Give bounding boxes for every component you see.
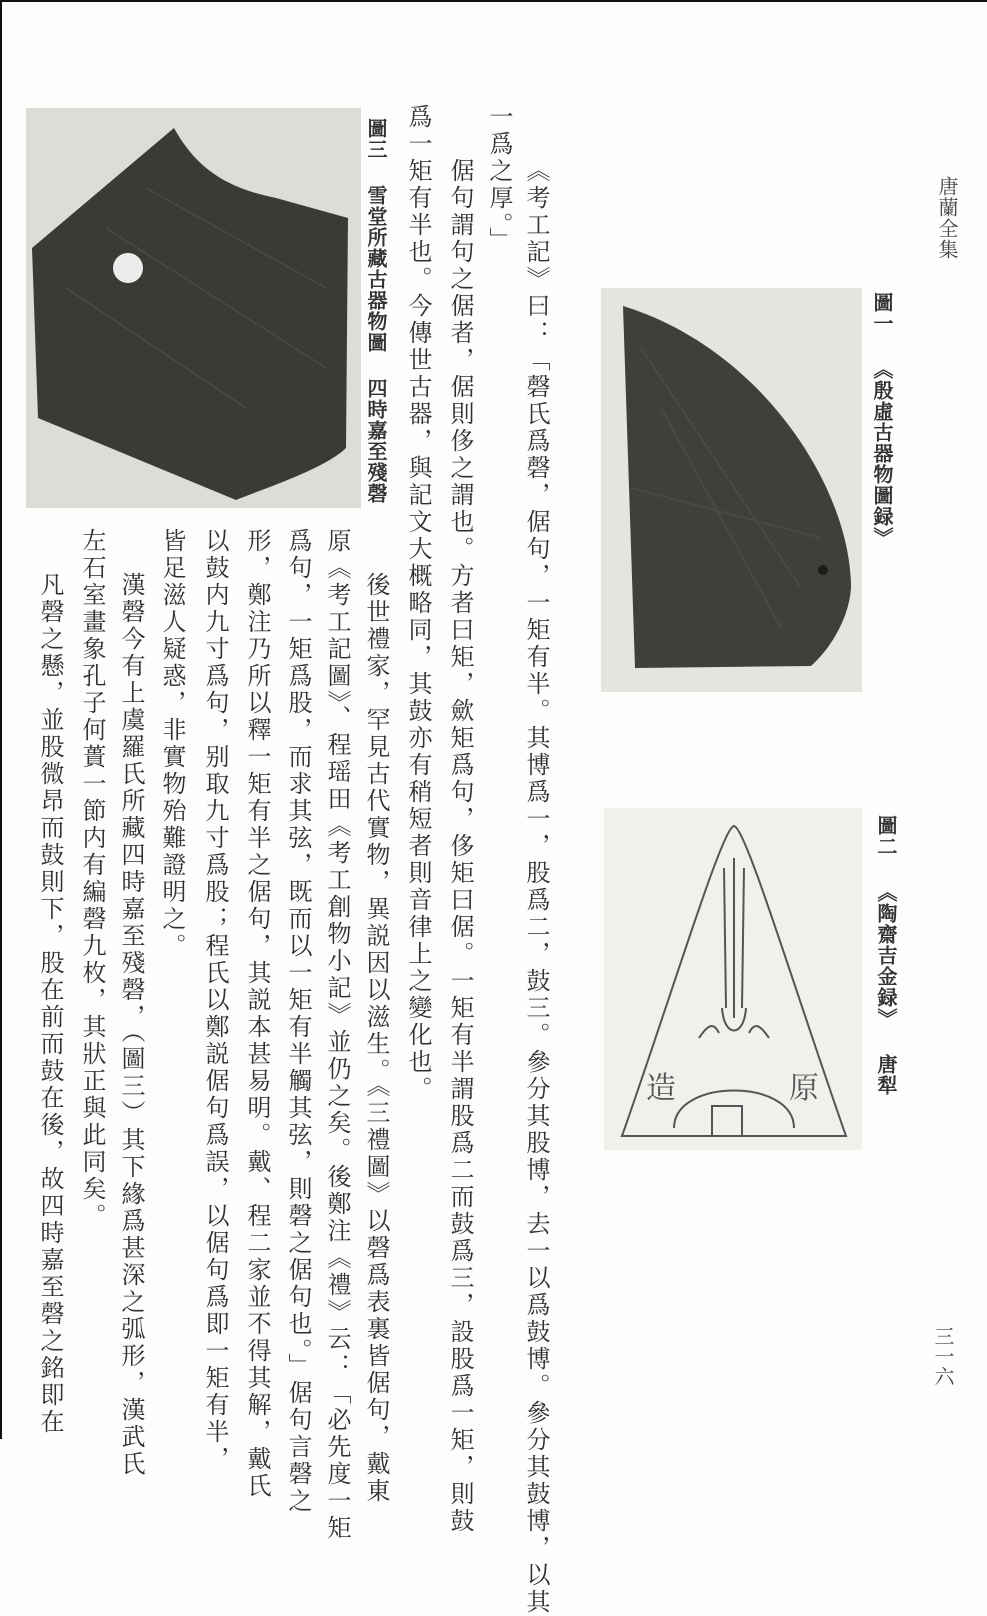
lower-text-col-3: 爲句，一矩爲股，而求其弦，既而以一矩有半觸其弦，則磬之倨句也。」倨句言磬之 — [284, 528, 312, 1515]
chime-stone-fan-image — [601, 288, 862, 692]
running-header: 唐蘭全集 — [935, 176, 959, 260]
lower-text-col-1: 後世禮家，罕見古代實物，異説因以滋生。《三禮圖》以磬爲表裏皆倨句，戴東 — [362, 572, 390, 1505]
inscription-right: 原 — [789, 1071, 819, 1106]
figure-3-caption: 圖三 雪堂所藏古器物圖 四時嘉至殘磬 — [364, 118, 388, 504]
figure-3-photo — [26, 108, 361, 508]
upper-text-col-1: 《考工記》曰：「磬氏爲磬，倨句，一矩有半。其博爲一，股爲二，鼓三。參分其股博，去一以爲鼓博。參分其鼓博，以其 — [522, 158, 550, 1616]
broken-chime-stone-image — [26, 108, 361, 508]
lower-text-col-2: 原《考工記圖》、程瑶田《考工創物小記》並仍之矣。後鄭注《禮》云：「必先度一矩 — [323, 528, 351, 1542]
figure-2-drawing — [604, 808, 862, 1150]
lower-text-col-8: 左石室畫象孔子何蕢一節内有編磬九枚，其狀正與此同矣。 — [78, 528, 106, 1230]
lower-text-col-4: 形，鄭注乃所以釋一矩有半之倨句，其説本甚易明。戴、程二家並不得其解，戴氏 — [243, 528, 271, 1500]
page-border-top — [0, 0, 987, 2]
upper-text-col-2: 一爲之厚。」 — [485, 104, 513, 254]
figure-1-photo — [601, 288, 862, 692]
figure-1-caption: 圖一 《殷虛古器物圖録》 — [870, 292, 894, 548]
page-border-left — [0, 0, 2, 1439]
page-number: 三一六 — [931, 1326, 955, 1386]
lower-text-col-5: 以鼓内九寸爲句，别取九寸爲股；程氏以鄭説倨句爲誤，以倨句爲即一矩有半， — [201, 528, 229, 1473]
inscription-left: 造 — [646, 1071, 676, 1106]
figure-2-caption: 圖二 《陶齋吉金録》 唐犁 — [874, 815, 898, 1096]
lower-text-col-7: 漢磬今有上虞羅氏所藏四時嘉至殘磬，（圖三）其下緣爲甚深之弧形，漢武氏 — [117, 572, 145, 1478]
lower-text-col-9: 凡磬之懸，並股微昂而鼓則下，股在前而鼓在後，故四時嘉至磬之銘即在 — [36, 572, 64, 1436]
upper-text-col-3: 倨句謂句之倨者，倨則侈之謂也。方者曰矩，歛矩爲句，侈矩曰倨。一矩有半謂股爲二而鼓爲三，設股爲一矩，則鼓 — [446, 158, 474, 1535]
lower-text-col-6: 皆足滋人疑惑，非實物殆難證明之。 — [158, 528, 186, 960]
upper-text-col-4: 爲一矩有半也。今傳世古器，與記文大概略同，其鼓亦有稍短者則音律上之變化也。 — [404, 104, 432, 1103]
plough-blade-illustration — [604, 808, 862, 1150]
